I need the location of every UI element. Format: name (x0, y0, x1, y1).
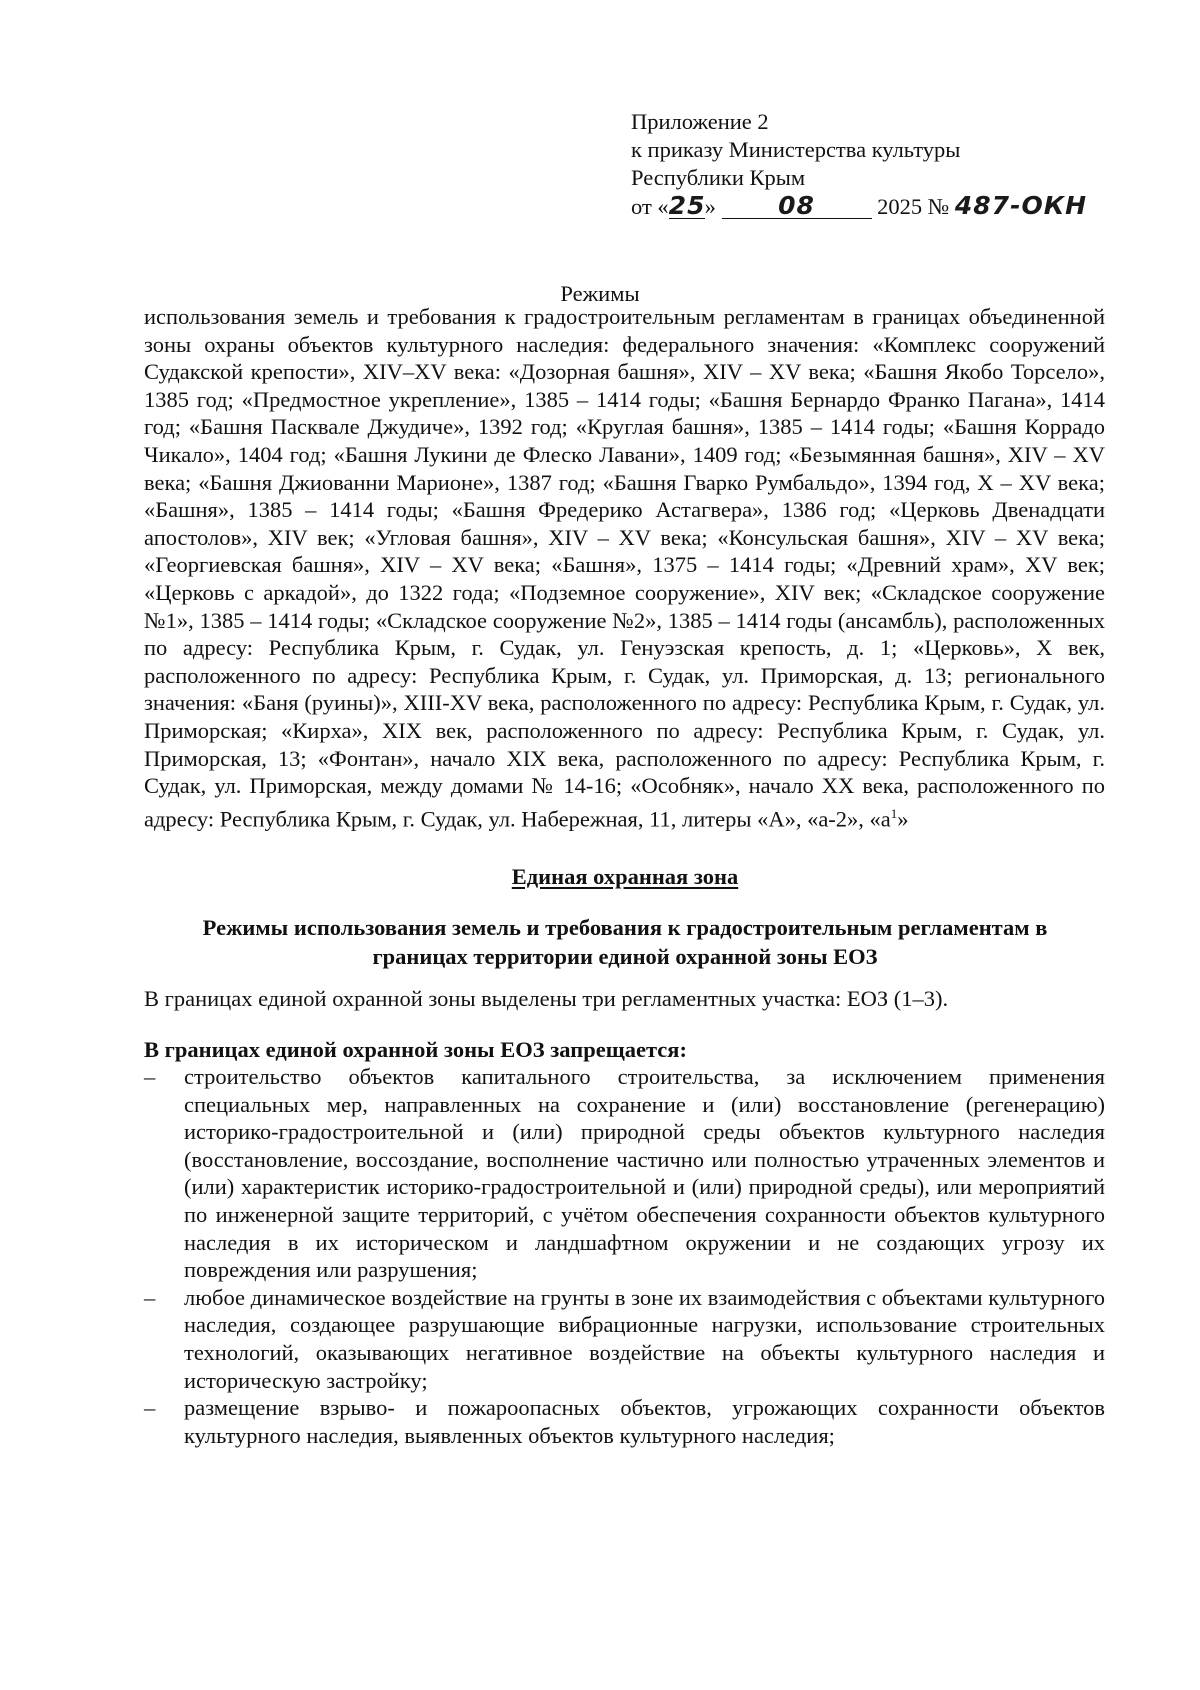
heading-paragraph (144, 303, 1105, 833)
appendix-number: Приложение 2 (631, 109, 769, 134)
list-item-text: строительство объектов капитального строительства, за исключением применения специальных мер, направленных на сохранение и (или) восстановление (регенерацию) историко-градостроительной и (или) природной среды объектов культурного наследия (восстановление, воссоздание, восполнение частично или полностью утраченных элементов и (или) характеристик историко-градостроительной и (или) природной среды), или мероприятий по инженерной защите территорий, с учётом обеспечения сохранности объектов культурного наследия в их историческом и ландшафтном окружении и не создающих угрозу их повреждения или разрушения; (184, 1064, 1105, 1283)
zone-title-text: Единая охранная зона (511, 864, 739, 889)
list-dash: – (144, 1284, 156, 1310)
order-day: 25 (668, 191, 706, 220)
appendix-order-ref: к приказу Министерства культуры (631, 137, 961, 162)
date-mid: » (704, 194, 716, 219)
doc-title: Режимы (560, 281, 640, 306)
heading-body-end: » (897, 806, 909, 832)
heading-body: использования земель и требования к градостроительным регламентам в границах объединенной зоны охраны объектов культурного наследия: федерального значения: «Комплекс сооружений Судакской крепости», XIV–XV века: «Дозорная башня», XIV – XV века; «Башня Якобо Торсело», 1385 год; «Предмостное укрепление», 1385 – 1414 годы; «Башня Бернардо Франко Пагана», 1414 год; «Башня Пасквале Джудиче», 1392 год; «Круглая башня», 1385 – 1414 годы; «Башня Коррадо Чикало», 1404 год; «Башня Лукини де Флеско Лавани», 1409 год; «Безымянная башня», XIV – XV века; «Башня Джиованни Марионе», 1387 год; «Башня Гварко Румбальдо», 1394 год, X – XV века; «Башня», 1385 – 1414 годы; «Башня Фредерико Астагвера», 1386 год; «Церковь Двенадцати апостолов», XIV век; «Угловая башня», XIV – XV века; «Консульская башня», XIV – XV века; «Георгиевская башня», XIV – XV века; «Башня», 1375 – 1414 годы; «Древний храм», XV век; «Церковь с аркадой», до 1322 года; «Подземное сооружение», XIV век; «Складское сооружение №1», 1385 – 1414 годы; «Складское сооружение №2», 1385 – 1414 годы (ансамбль), расположенных по адресу: Республика Крым, г. Судак, ул. Генуэзская крепость, д. 1; «Церковь», X век, расположенного по адресу: Республика Крым, г. Судак, ул. Приморская, д. 13; регионального значения: «Баня (руины)», XIII-XV века, расположенного по адресу: Республика Крым, г. Судак, ул. Приморская; «Кирха», XIX век, расположенного по адресу: Республика Крым, г. Судак, ул. Приморская, 13; «Фонтан», начало XIX века, расположенного по адресу: Республика Крым, г. Судак, ул. Приморская, между домами № 14-16; «Особняк», начало XX века, расположенного по адресу: Республика Крым, г. Судак, ул. Набережная, 11, литеры «А», «а-2», «а (144, 304, 1105, 832)
list-item (144, 1284, 1105, 1394)
zone-subtitle (150, 913, 1100, 971)
list-item (144, 1063, 1105, 1284)
prohibited-heading: В границах единой охранной зоны ЕОЗ запрещается: (144, 1037, 687, 1062)
order-month: 08 (722, 194, 872, 219)
order-number: 487-ОКН (954, 191, 1088, 220)
zone-subtitle-line2: границах территории единой охранной зоны ЕОЗ (372, 944, 878, 969)
zone-subtitle-line1: Режимы использования земель и требования к градостроительным регламентам в (202, 915, 1048, 940)
list-item-text: размещение взрыво- и пожароопасных объектов, угрожающих сохранности объектов культурного наследия, выявленных объектов культурного наследия; (184, 1395, 1105, 1448)
prohibited-list (144, 1063, 1105, 1449)
list-item-text: любое динамическое воздействие на грунты в зоне их взаимодействия с объектами культурного наследия, создающее разрушающие вибрационные нагрузки, использование строительных технологий, оказывающих негативное воздействие на объекты культурного наследия и историческую застройку; (184, 1284, 1105, 1393)
appendix-ministry: Республики Крым (631, 165, 806, 190)
list-dash: – (144, 1395, 156, 1421)
zone-intro: В границах единой охранной зоны выделены три регламентных участка: ЕОЗ (1–3). (144, 986, 949, 1011)
date-prefix: от « (631, 194, 669, 219)
zone-title (150, 862, 1100, 891)
list-dash: – (144, 1064, 156, 1089)
heading-superscript: 1 (890, 805, 898, 821)
order-year-label: 2025 № (877, 194, 950, 219)
appendix-header (631, 108, 1111, 226)
list-item (144, 1394, 1105, 1449)
order-date-line (631, 192, 1111, 226)
